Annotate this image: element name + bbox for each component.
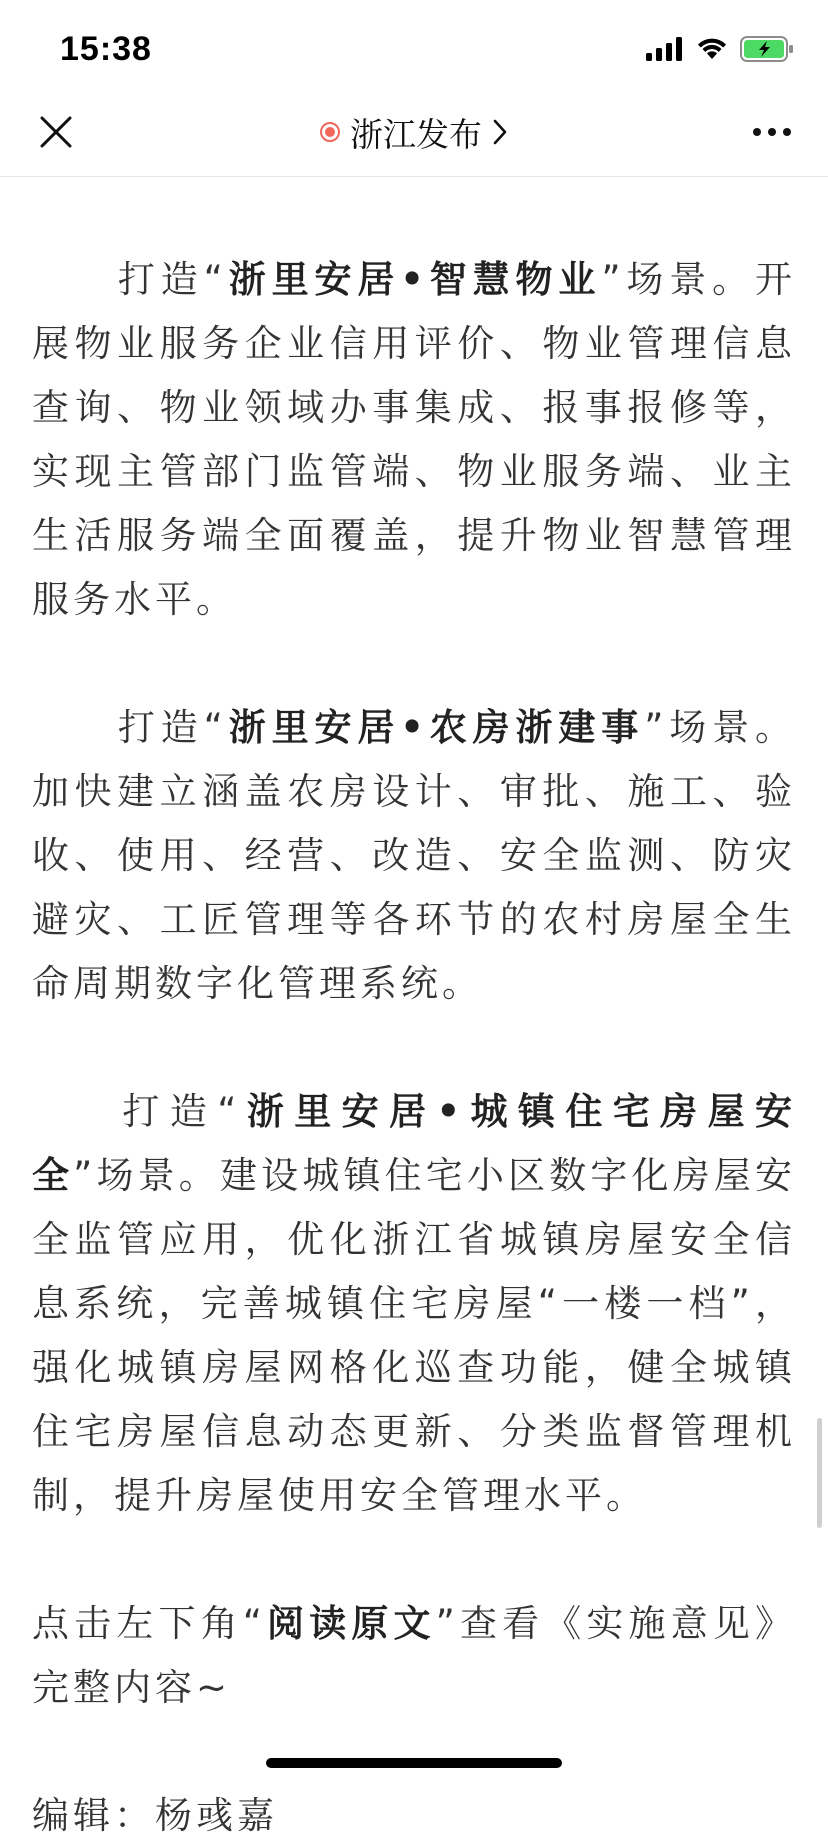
read-more-lead: 点击左下角“: [32, 1602, 266, 1645]
p1-bold: 浙里安居•智慧物业: [226, 258, 602, 301]
paragraph-smart-property: [32, 248, 796, 632]
paragraph-rural-housing: [32, 696, 796, 1016]
read-more-rest: ”查看《实施意见》完整内容~: [32, 1602, 797, 1709]
status-icons: [646, 36, 794, 62]
article-body: [32, 120, 796, 1848]
account-name: 浙江发布: [350, 114, 482, 154]
read-original-note: [32, 1592, 796, 1720]
status-time: 15:38: [60, 30, 152, 68]
scrollbar-thumb[interactable]: [817, 1418, 822, 1528]
nav-bar: [0, 88, 828, 177]
p3-rest: ”场景。建设城镇住宅小区数字化房屋安全监管应用，优化浙江省城镇房屋安全信息系统，完善城镇住宅房屋“一楼一档”，强化城镇房屋网格化巡查功能，健全城镇住宅房屋信息动态更新、分类监督管理机制，提升房屋使用安全管理水平。: [32, 1154, 797, 1517]
p2-lead: 打造“: [116, 706, 227, 749]
account-title-link[interactable]: [320, 109, 508, 156]
wifi-icon: [696, 37, 728, 61]
p2-rest: ”场景。加快建立涵盖农房设计、审批、施工、验收、使用、经营、改造、安全监测、防灾避灾、工匠管理等各环节的农村房屋全生命周期数字化管理系统。: [32, 706, 797, 1005]
editor-text: 编辑：杨彧嘉: [32, 1794, 278, 1837]
paragraph-urban-housing-safety: [32, 1080, 796, 1528]
read-more-bold: 阅读原文: [265, 1602, 436, 1645]
home-indicator: [266, 1758, 562, 1768]
p2-bold: 浙里安居•农房浙建事: [226, 706, 645, 749]
more-button[interactable]: [750, 114, 794, 150]
status-bar: [0, 0, 828, 88]
chevron-right-icon: [492, 118, 508, 146]
p1-rest: ”场景。开展物业服务企业信用评价、物业管理信息查询、物业领域办事集成、报事报修等，实现主管部门监管端、物业服务端、业主生活服务端全面覆盖，提升物业智慧管理服务水平。: [32, 258, 797, 621]
editor-credit: [32, 1784, 796, 1848]
battery-charging-icon: [740, 36, 794, 62]
p3-lead: 打造“: [116, 1090, 241, 1133]
nav-title-wrap: [0, 88, 828, 176]
p1-lead: 打造“: [116, 258, 227, 301]
close-icon: [39, 115, 73, 149]
signal-icon: [646, 37, 684, 61]
p3-bold: 浙里安居•城镇住宅房屋安全: [32, 1090, 796, 1197]
live-dot-icon: [320, 122, 340, 142]
more-icon: [752, 127, 792, 137]
close-button[interactable]: [34, 110, 78, 154]
